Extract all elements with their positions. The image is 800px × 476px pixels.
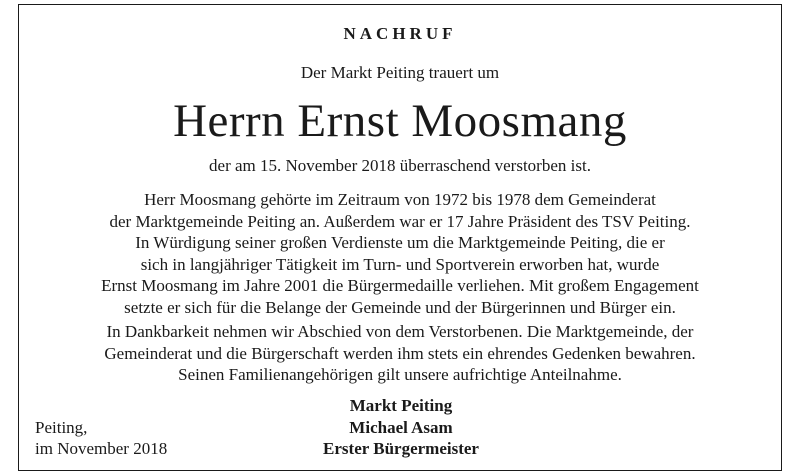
tribute-paragraph [19,189,781,318]
date: im November 2018 [35,439,168,458]
death-date-line: der am 15. November 2018 überraschend verstorben ist. [209,156,591,175]
paragraph-line: Herr Moosmang gehörte im Zeitraum von 1972 bis 1978 dem Gemeinderat [144,190,656,209]
paragraph-line: Ernst Moosmang im Jahre 2001 die Bürgermedaille verliehen. Mit großem Engagement [101,276,699,295]
paragraph-line: setzte er sich für die Belange der Gemeinde und der Bürgerinnen und Bürger ein. [124,297,676,317]
obituary-notice [18,4,782,471]
place: Peiting, [35,418,88,437]
place-and-date [35,417,167,459]
paragraph-line: Seinen Familienangehörigen gilt unsere aufrichtige Anteilnahme. [178,365,622,384]
signature-person: Michael Asam [349,417,453,437]
signature-organization: Markt Peiting [349,396,453,415]
paragraph-line: Gemeinderat und die Bürgerschaft werden ihm stets ein ehrendes Gedenken bewahren. [104,343,696,363]
intro-line: Der Markt Peiting trauert um [300,63,500,82]
paragraph-line: sich in langjähriger Tätigkeit im Turn- und Sportverein erworben hat, wurde [140,254,660,274]
paragraph-line: der Marktgemeinde Peiting an. Außerdem war er 17 Jahre Präsident des TSV Peiting. [109,211,691,231]
paragraph-line: In Dankbarkeit nehmen wir Abschied von dem Verstorbenen. Die Marktgemeinde, der [106,322,694,341]
deceased-name: Herrn Ernst Moosmang [173,95,627,147]
signature-block [239,395,563,460]
farewell-paragraph [19,321,781,386]
notice-heading: NACHRUF [343,24,457,43]
paragraph-line: In Würdigung seiner großen Verdienste um die Marktgemeinde Peiting, die er [135,233,665,252]
signature-title: Erster Bürgermeister [323,439,479,458]
